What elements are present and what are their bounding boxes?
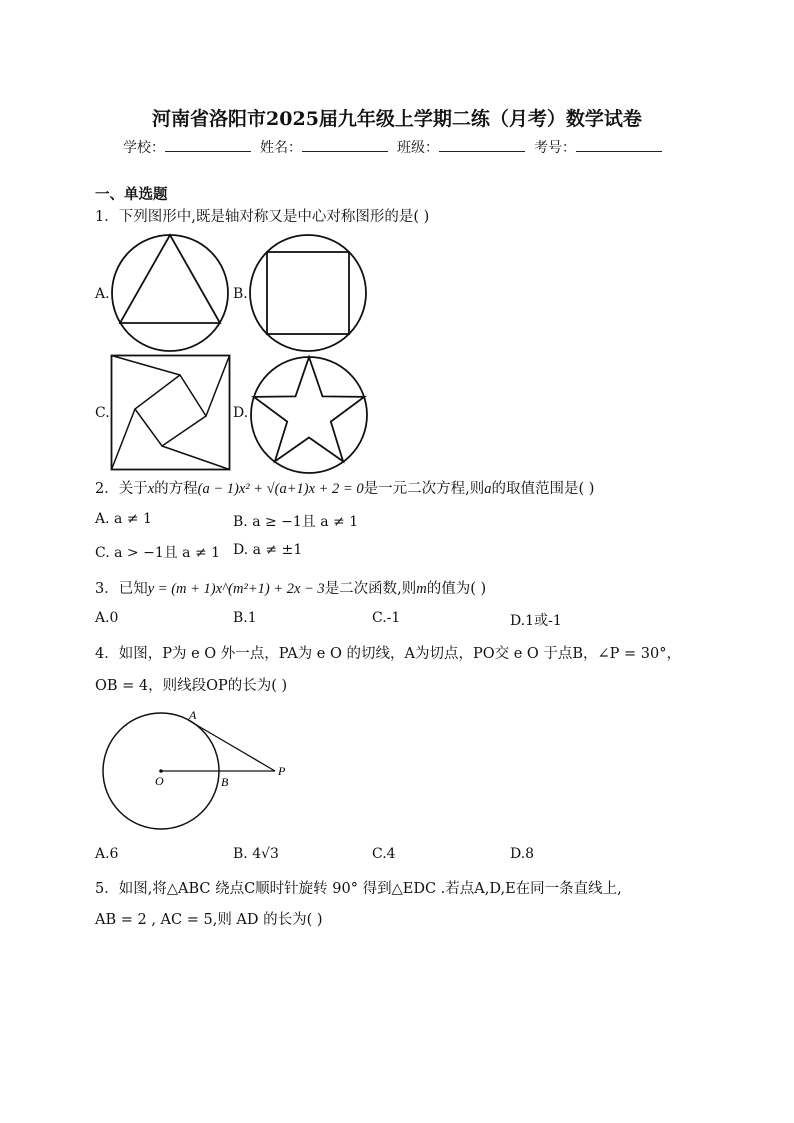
info-number-blank bbox=[576, 137, 662, 152]
q3-var-m: m bbox=[416, 581, 427, 597]
q2-pre: 2．关于 bbox=[95, 481, 148, 497]
info-school-label: 学校： bbox=[123, 140, 165, 156]
q1-opt-c-label: C. bbox=[95, 405, 110, 421]
info-number bbox=[534, 137, 662, 157]
info-name-blank bbox=[302, 137, 388, 152]
section-heading: 一、单选题 bbox=[95, 186, 168, 203]
info-name-label: 姓名： bbox=[260, 140, 302, 156]
info-school bbox=[123, 137, 251, 157]
info-class-label: 班级： bbox=[397, 140, 439, 156]
q5-line1: 5．如图,将△ABC 绕点C顺时针旋转 90° 得到△EDC .若点A,D,E在同一条直线上, bbox=[95, 881, 622, 897]
q1-a-triangle bbox=[120, 235, 220, 323]
q1-c-line bbox=[112, 409, 136, 470]
q4-label-p: P bbox=[278, 764, 286, 778]
q1-opt-b-label: B. bbox=[233, 286, 248, 302]
info-school-blank bbox=[165, 137, 251, 152]
q4-label-b: B bbox=[221, 775, 229, 789]
q1-text: 1．下列图形中,既是轴对称又是中心对称图形的是( ) bbox=[95, 209, 430, 225]
q1-figure-d bbox=[249, 354, 371, 474]
q2-opt-a: A. a ≠ 1 bbox=[95, 511, 152, 527]
q1-c-line bbox=[206, 356, 230, 417]
q1-figure-b bbox=[249, 232, 369, 354]
q4-label-o: O bbox=[155, 774, 164, 788]
q4-opt-d: D.8 bbox=[510, 846, 535, 862]
q2-post: 是一元二次方程,则 bbox=[363, 481, 485, 497]
q3-opt-b: B.1 bbox=[233, 610, 257, 626]
q2-opt-b: B. a ≥ −1且 a ≠ 1 bbox=[233, 514, 359, 530]
q3-post: 是二次函数,则 bbox=[324, 581, 417, 597]
q4-line2: OB = 4，则线段OP的长为( ) bbox=[95, 678, 288, 694]
q1-opt-d-label: D. bbox=[233, 405, 249, 421]
q1-opt-a-label: A. bbox=[95, 286, 110, 302]
q4-label-a: A bbox=[189, 708, 197, 722]
q1-d-circle bbox=[251, 357, 367, 473]
info-class bbox=[397, 137, 525, 157]
q3-pre: 3．已知 bbox=[95, 581, 148, 597]
info-number-label: 考号： bbox=[534, 140, 576, 156]
q2-opt-c: C. a > −1且 a ≠ 1 bbox=[95, 545, 221, 561]
q2-mid: 的方程 bbox=[154, 481, 198, 497]
q2-var-a: a bbox=[484, 481, 492, 497]
q3-equation: y = (m + 1)x^(m²+1) + 2x − 3 bbox=[147, 581, 325, 597]
q3-opt-c: C.-1 bbox=[372, 610, 401, 626]
page-title: 河南省洛阳市2025届九年级上学期二练（月考）数学试卷 bbox=[152, 108, 642, 130]
q3-opt-d: D.1或-1 bbox=[510, 613, 562, 629]
q2-equation: (a − 1)x² + √(a+1)x + 2 = 0 bbox=[197, 481, 364, 497]
q2-end: 的取值范围是( ) bbox=[491, 481, 595, 497]
info-name bbox=[260, 137, 388, 157]
q4-opt-a: A.6 bbox=[95, 846, 119, 862]
q1-c-line bbox=[162, 446, 230, 470]
q4-opt-b: B. 4√3 bbox=[233, 846, 279, 862]
q1-figure-c bbox=[110, 354, 231, 471]
q4-center-point bbox=[159, 769, 163, 773]
q1-c-line bbox=[112, 356, 181, 376]
q3-text bbox=[95, 577, 486, 598]
q4-line-pa bbox=[188, 720, 275, 771]
q2-opt-d: D. a ≠ ±1 bbox=[233, 542, 303, 558]
q2-text bbox=[95, 477, 594, 498]
q5-line2: AB = 2 , AC = 5,则 AD 的长为( ) bbox=[95, 912, 323, 928]
q2-var-x: x bbox=[147, 481, 155, 497]
q4-line1: 4．如图，P为 e O 外一点，PA为 e O 的切线，A为切点，PO交 e O 于点B，∠P = 30°， bbox=[95, 646, 682, 662]
q4-figure bbox=[100, 705, 300, 835]
info-class-blank bbox=[439, 137, 525, 152]
q1-c-inner-square bbox=[135, 375, 206, 446]
q1-figure-a bbox=[110, 232, 230, 354]
q1-a-circle bbox=[112, 235, 228, 351]
q4-opt-c: C.4 bbox=[372, 846, 396, 862]
q1-b-square bbox=[267, 252, 349, 334]
q3-end: 的值为( ) bbox=[426, 581, 487, 597]
q3-opt-a: A.0 bbox=[95, 610, 119, 626]
